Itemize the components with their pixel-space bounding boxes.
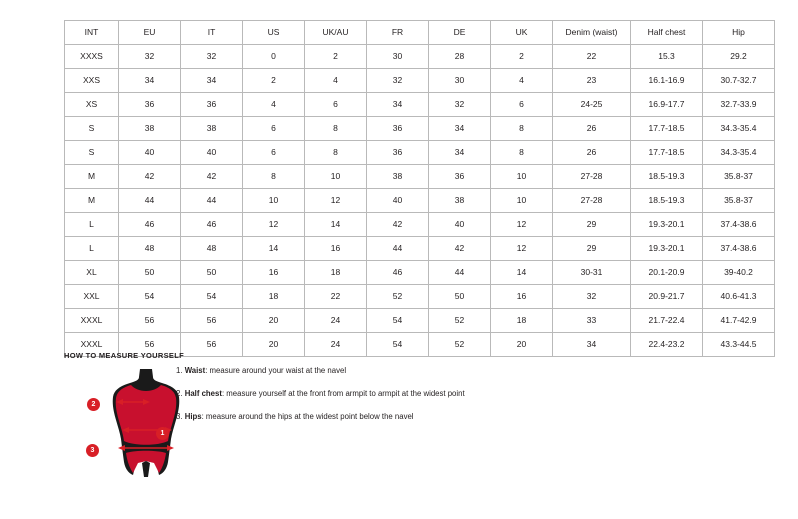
cell-de: 40 xyxy=(429,213,491,237)
cell-half-chest: 20.1-20.9 xyxy=(631,261,703,285)
measure-item-half-chest xyxy=(176,389,596,399)
cell-fr: 54 xyxy=(367,333,429,357)
cell-de: 52 xyxy=(429,333,491,357)
cell-uk: 14 xyxy=(491,261,553,285)
cell-eu: 50 xyxy=(119,261,181,285)
cell-de: 36 xyxy=(429,165,491,189)
cell-hip: 35.8-37 xyxy=(703,189,775,213)
measure-text: : measure around your waist at the navel xyxy=(205,366,347,375)
cell-half-chest: 18.5-19.3 xyxy=(631,189,703,213)
cell-us: 12 xyxy=(243,213,305,237)
measure-number: 1. xyxy=(176,366,183,375)
cell-uk-au: 6 xyxy=(305,93,367,117)
cell-us: 10 xyxy=(243,189,305,213)
cell-uk: 18 xyxy=(491,309,553,333)
cell-us: 8 xyxy=(243,165,305,189)
cell-eu: 46 xyxy=(119,213,181,237)
cell-half-chest: 17.7-18.5 xyxy=(631,117,703,141)
cell-denim-waist: 23 xyxy=(553,69,631,93)
cell-us: 18 xyxy=(243,285,305,309)
table-row xyxy=(65,165,775,189)
column-header-us: US xyxy=(243,21,305,45)
cell-hip: 40.6-41.3 xyxy=(703,285,775,309)
cell-de: 34 xyxy=(429,117,491,141)
cell-us: 14 xyxy=(243,237,305,261)
measure-number: 3. xyxy=(176,412,183,421)
badge-hips: 3 xyxy=(86,444,99,457)
column-header-de: DE xyxy=(429,21,491,45)
cell-eu: 38 xyxy=(119,117,181,141)
measure-term: Hips xyxy=(184,412,202,421)
cell-half-chest: 15.3 xyxy=(631,45,703,69)
measure-item-waist xyxy=(176,366,596,376)
cell-half-chest: 18.5-19.3 xyxy=(631,165,703,189)
column-header-int: INT xyxy=(65,21,119,45)
cell-denim-waist: 30-31 xyxy=(553,261,631,285)
cell-half-chest: 16.9-17.7 xyxy=(631,93,703,117)
cell-uk: 12 xyxy=(491,237,553,261)
cell-uk: 16 xyxy=(491,285,553,309)
cell-int: S xyxy=(65,117,119,141)
cell-half-chest: 22.4-23.2 xyxy=(631,333,703,357)
table-header-row xyxy=(65,21,775,45)
badge-waist: 1 xyxy=(156,427,169,440)
cell-uk: 12 xyxy=(491,213,553,237)
column-header-half-chest: Half chest xyxy=(631,21,703,45)
table-row xyxy=(65,93,775,117)
table-row xyxy=(65,45,775,69)
cell-fr: 32 xyxy=(367,69,429,93)
cell-us: 16 xyxy=(243,261,305,285)
cell-denim-waist: 22 xyxy=(553,45,631,69)
cell-eu: 42 xyxy=(119,165,181,189)
cell-uk-au: 14 xyxy=(305,213,367,237)
cell-de: 32 xyxy=(429,93,491,117)
table-row xyxy=(65,285,775,309)
cell-us: 0 xyxy=(243,45,305,69)
table-body xyxy=(65,45,775,357)
table-row xyxy=(65,117,775,141)
cell-it: 56 xyxy=(181,309,243,333)
cell-uk-au: 18 xyxy=(305,261,367,285)
cell-us: 4 xyxy=(243,93,305,117)
cell-de: 50 xyxy=(429,285,491,309)
cell-denim-waist: 24-25 xyxy=(553,93,631,117)
cell-fr: 36 xyxy=(367,117,429,141)
cell-fr: 34 xyxy=(367,93,429,117)
cell-int: XXL xyxy=(65,285,119,309)
cell-fr: 40 xyxy=(367,189,429,213)
cell-hip: 41.7-42.9 xyxy=(703,309,775,333)
table-row xyxy=(65,237,775,261)
cell-it: 46 xyxy=(181,213,243,237)
cell-uk: 6 xyxy=(491,93,553,117)
cell-int: S xyxy=(65,141,119,165)
cell-fr: 36 xyxy=(367,141,429,165)
cell-it: 38 xyxy=(181,117,243,141)
cell-fr: 44 xyxy=(367,237,429,261)
how-to-measure-title: HOW TO MEASURE YOURSELF xyxy=(64,351,184,360)
cell-int: XS xyxy=(65,93,119,117)
cell-fr: 30 xyxy=(367,45,429,69)
cell-it: 50 xyxy=(181,261,243,285)
cell-uk: 20 xyxy=(491,333,553,357)
cell-denim-waist: 26 xyxy=(553,141,631,165)
cell-eu: 44 xyxy=(119,189,181,213)
cell-uk-au: 24 xyxy=(305,333,367,357)
cell-fr: 42 xyxy=(367,213,429,237)
cell-half-chest: 19.3-20.1 xyxy=(631,237,703,261)
cell-denim-waist: 27-28 xyxy=(553,189,631,213)
cell-uk-au: 10 xyxy=(305,165,367,189)
cell-it: 44 xyxy=(181,189,243,213)
cell-denim-waist: 32 xyxy=(553,285,631,309)
cell-uk-au: 16 xyxy=(305,237,367,261)
cell-uk-au: 12 xyxy=(305,189,367,213)
cell-it: 40 xyxy=(181,141,243,165)
cell-int: XXXL xyxy=(65,309,119,333)
cell-half-chest: 20.9-21.7 xyxy=(631,285,703,309)
cell-eu: 36 xyxy=(119,93,181,117)
measure-instructions xyxy=(176,366,596,435)
cell-uk-au: 22 xyxy=(305,285,367,309)
cell-half-chest: 16.1-16.9 xyxy=(631,69,703,93)
cell-int: L xyxy=(65,237,119,261)
cell-eu: 56 xyxy=(119,309,181,333)
cell-hip: 37.4-38.6 xyxy=(703,237,775,261)
cell-it: 48 xyxy=(181,237,243,261)
cell-fr: 38 xyxy=(367,165,429,189)
measure-term: Waist xyxy=(184,366,206,375)
table-row xyxy=(65,69,775,93)
cell-us: 20 xyxy=(243,309,305,333)
cell-it: 56 xyxy=(181,333,243,357)
cell-int: L xyxy=(65,213,119,237)
cell-int: M xyxy=(65,165,119,189)
table-row xyxy=(65,189,775,213)
cell-eu: 48 xyxy=(119,237,181,261)
cell-it: 42 xyxy=(181,165,243,189)
cell-de: 30 xyxy=(429,69,491,93)
cell-hip: 35.8-37 xyxy=(703,165,775,189)
column-header-it: IT xyxy=(181,21,243,45)
cell-int: XXS xyxy=(65,69,119,93)
cell-hip: 29.2 xyxy=(703,45,775,69)
cell-eu: 40 xyxy=(119,141,181,165)
table-header xyxy=(65,21,775,45)
cell-hip: 39-40.2 xyxy=(703,261,775,285)
column-header-denim-waist: Denim (waist) xyxy=(553,21,631,45)
cell-eu: 34 xyxy=(119,69,181,93)
cell-hip: 32.7-33.9 xyxy=(703,93,775,117)
cell-denim-waist: 29 xyxy=(553,237,631,261)
cell-half-chest: 19.3-20.1 xyxy=(631,213,703,237)
cell-half-chest: 21.7-22.4 xyxy=(631,309,703,333)
measure-term: Half chest xyxy=(184,389,222,398)
table-row xyxy=(65,309,775,333)
cell-denim-waist: 26 xyxy=(553,117,631,141)
cell-de: 34 xyxy=(429,141,491,165)
cell-eu: 56 xyxy=(119,333,181,357)
measure-number: 2. xyxy=(176,389,183,398)
cell-fr: 52 xyxy=(367,285,429,309)
cell-de: 44 xyxy=(429,261,491,285)
measure-item-hips xyxy=(176,412,596,422)
measure-text: : measure around the hips at the widest point below the navel xyxy=(201,412,414,421)
cell-uk: 8 xyxy=(491,117,553,141)
cell-it: 36 xyxy=(181,93,243,117)
column-header-uk: UK xyxy=(491,21,553,45)
cell-uk: 4 xyxy=(491,69,553,93)
cell-half-chest: 17.7-18.5 xyxy=(631,141,703,165)
column-header-fr: FR xyxy=(367,21,429,45)
cell-de: 38 xyxy=(429,189,491,213)
table-row xyxy=(65,141,775,165)
cell-int: M xyxy=(65,189,119,213)
measure-text: : measure yourself at the front from armpit to armpit at the widest point xyxy=(221,389,465,398)
table-row xyxy=(65,261,775,285)
cell-fr: 46 xyxy=(367,261,429,285)
column-header-hip: Hip xyxy=(703,21,775,45)
cell-fr: 54 xyxy=(367,309,429,333)
cell-us: 20 xyxy=(243,333,305,357)
cell-uk-au: 2 xyxy=(305,45,367,69)
cell-int: XL xyxy=(65,261,119,285)
cell-us: 2 xyxy=(243,69,305,93)
cell-uk: 2 xyxy=(491,45,553,69)
cell-us: 6 xyxy=(243,117,305,141)
column-header-uk-au: UK/AU xyxy=(305,21,367,45)
cell-de: 52 xyxy=(429,309,491,333)
column-header-eu: EU xyxy=(119,21,181,45)
cell-it: 54 xyxy=(181,285,243,309)
cell-hip: 43.3-44.5 xyxy=(703,333,775,357)
cell-uk-au: 4 xyxy=(305,69,367,93)
cell-denim-waist: 34 xyxy=(553,333,631,357)
cell-uk-au: 8 xyxy=(305,141,367,165)
badge-half-chest: 2 xyxy=(87,398,100,411)
cell-uk: 10 xyxy=(491,165,553,189)
cell-de: 28 xyxy=(429,45,491,69)
cell-denim-waist: 33 xyxy=(553,309,631,333)
cell-uk: 10 xyxy=(491,189,553,213)
cell-it: 34 xyxy=(181,69,243,93)
size-chart-table xyxy=(64,20,775,357)
cell-uk-au: 24 xyxy=(305,309,367,333)
cell-hip: 37.4-38.6 xyxy=(703,213,775,237)
cell-eu: 54 xyxy=(119,285,181,309)
cell-int: XXXL xyxy=(65,333,119,357)
cell-uk-au: 8 xyxy=(305,117,367,141)
table-row xyxy=(65,213,775,237)
cell-denim-waist: 27-28 xyxy=(553,165,631,189)
cell-hip: 30.7-32.7 xyxy=(703,69,775,93)
cell-int: XXXS xyxy=(65,45,119,69)
cell-hip: 34.3-35.4 xyxy=(703,141,775,165)
cell-it: 32 xyxy=(181,45,243,69)
cell-us: 6 xyxy=(243,141,305,165)
cell-uk: 8 xyxy=(491,141,553,165)
cell-de: 42 xyxy=(429,237,491,261)
cell-hip: 34.3-35.4 xyxy=(703,117,775,141)
cell-eu: 32 xyxy=(119,45,181,69)
cell-denim-waist: 29 xyxy=(553,213,631,237)
